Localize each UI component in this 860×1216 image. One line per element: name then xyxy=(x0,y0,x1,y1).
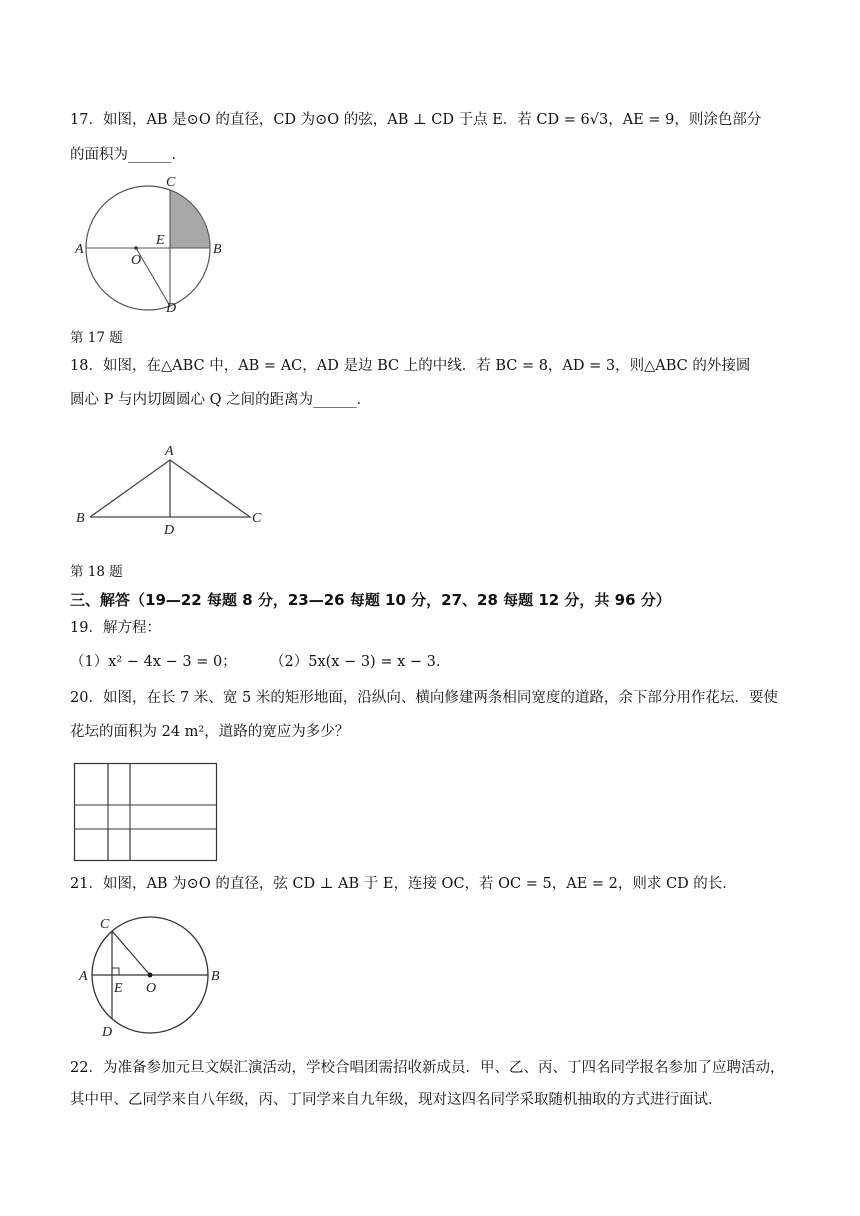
q17-label-b: B xyxy=(213,242,222,257)
q17-text-line2: 的面积为______． xyxy=(70,147,186,163)
q17-circle-figure xyxy=(70,175,240,320)
q17-caption: 第 17 题 xyxy=(70,330,123,346)
q21-label-e: E xyxy=(114,981,123,996)
q20-text-line1: 20．如图，在长 7 米、宽 5 米的矩形地面，沿纵向、横向修建两条相同宽度的道路，余下部分用作花坛．要使 xyxy=(70,690,778,706)
q22-text-line2: 其中甲、乙同学来自八年级，丙、丁同学来自九年级，现对这四名同学采取随机抽取的方式进行面试． xyxy=(70,1092,723,1108)
section3-heading: 三、解答（19—22 每题 8 分，23—26 每题 10 分，27、28 每题 12 分，共 96 分） xyxy=(70,591,671,609)
q20-rectangle-figure xyxy=(74,763,218,863)
q22-text-line1: 22．为准备参加元旦文娱汇演活动，学校合唱团需招收新成员．甲、乙、丙、丁四名同学报名参加了应聘活动， xyxy=(70,1060,785,1076)
q21-label-d: D xyxy=(102,1025,113,1040)
q18-text-line2: 圆心 P 与内切圆圆心 Q 之间的距离为______． xyxy=(70,392,372,408)
q18-text-line1: 18．如图，在△ABC 中，AB = AC，AD 是边 BC 上的中线．若 BC = 8，AD = 3，则△ABC 的外接圆 xyxy=(70,358,751,374)
q18-caption: 第 18 题 xyxy=(70,564,123,580)
q19-part1: （1）x² − 4x − 3 = 0； xyxy=(70,654,237,670)
q19-intro: 19．解方程： xyxy=(70,620,161,636)
q21-label-c: C xyxy=(100,917,110,932)
q21-circle-figure xyxy=(76,912,226,1042)
q17-label-d: D xyxy=(166,301,177,316)
q18-label-d: D xyxy=(164,523,175,538)
q21-label-a: A xyxy=(79,969,88,984)
q21-text-line1: 21．如图，AB 为⊙O 的直径，弦 CD ⊥ AB 于 E，连接 OC，若 OC = 5，AE = 2，则求 CD 的长． xyxy=(70,876,737,892)
q17-label-a: A xyxy=(75,242,84,257)
q18-label-c: C xyxy=(252,511,262,526)
q17-label-c: C xyxy=(166,175,176,190)
q18-label-a: A xyxy=(165,444,174,459)
q17-label-o: O xyxy=(131,253,142,268)
q17-text-line1: 17．如图，AB 是⊙O 的直径，CD 为⊙O 的弦，AB ⊥ CD 于点 E．若 CD = 6√3，AE = 9，则涂色部分 xyxy=(70,112,762,128)
q18-label-b: B xyxy=(76,511,85,526)
q21-label-b: B xyxy=(211,969,220,984)
q19-part2: （2）5x(x − 3) = x − 3． xyxy=(270,654,451,670)
q18-triangle-figure xyxy=(70,440,280,540)
q17-label-e: E xyxy=(156,233,165,248)
q21-label-o: O xyxy=(146,981,157,996)
q20-text-line2: 花坛的面积为 24 m²，道路的宽应为多少？ xyxy=(70,724,350,740)
